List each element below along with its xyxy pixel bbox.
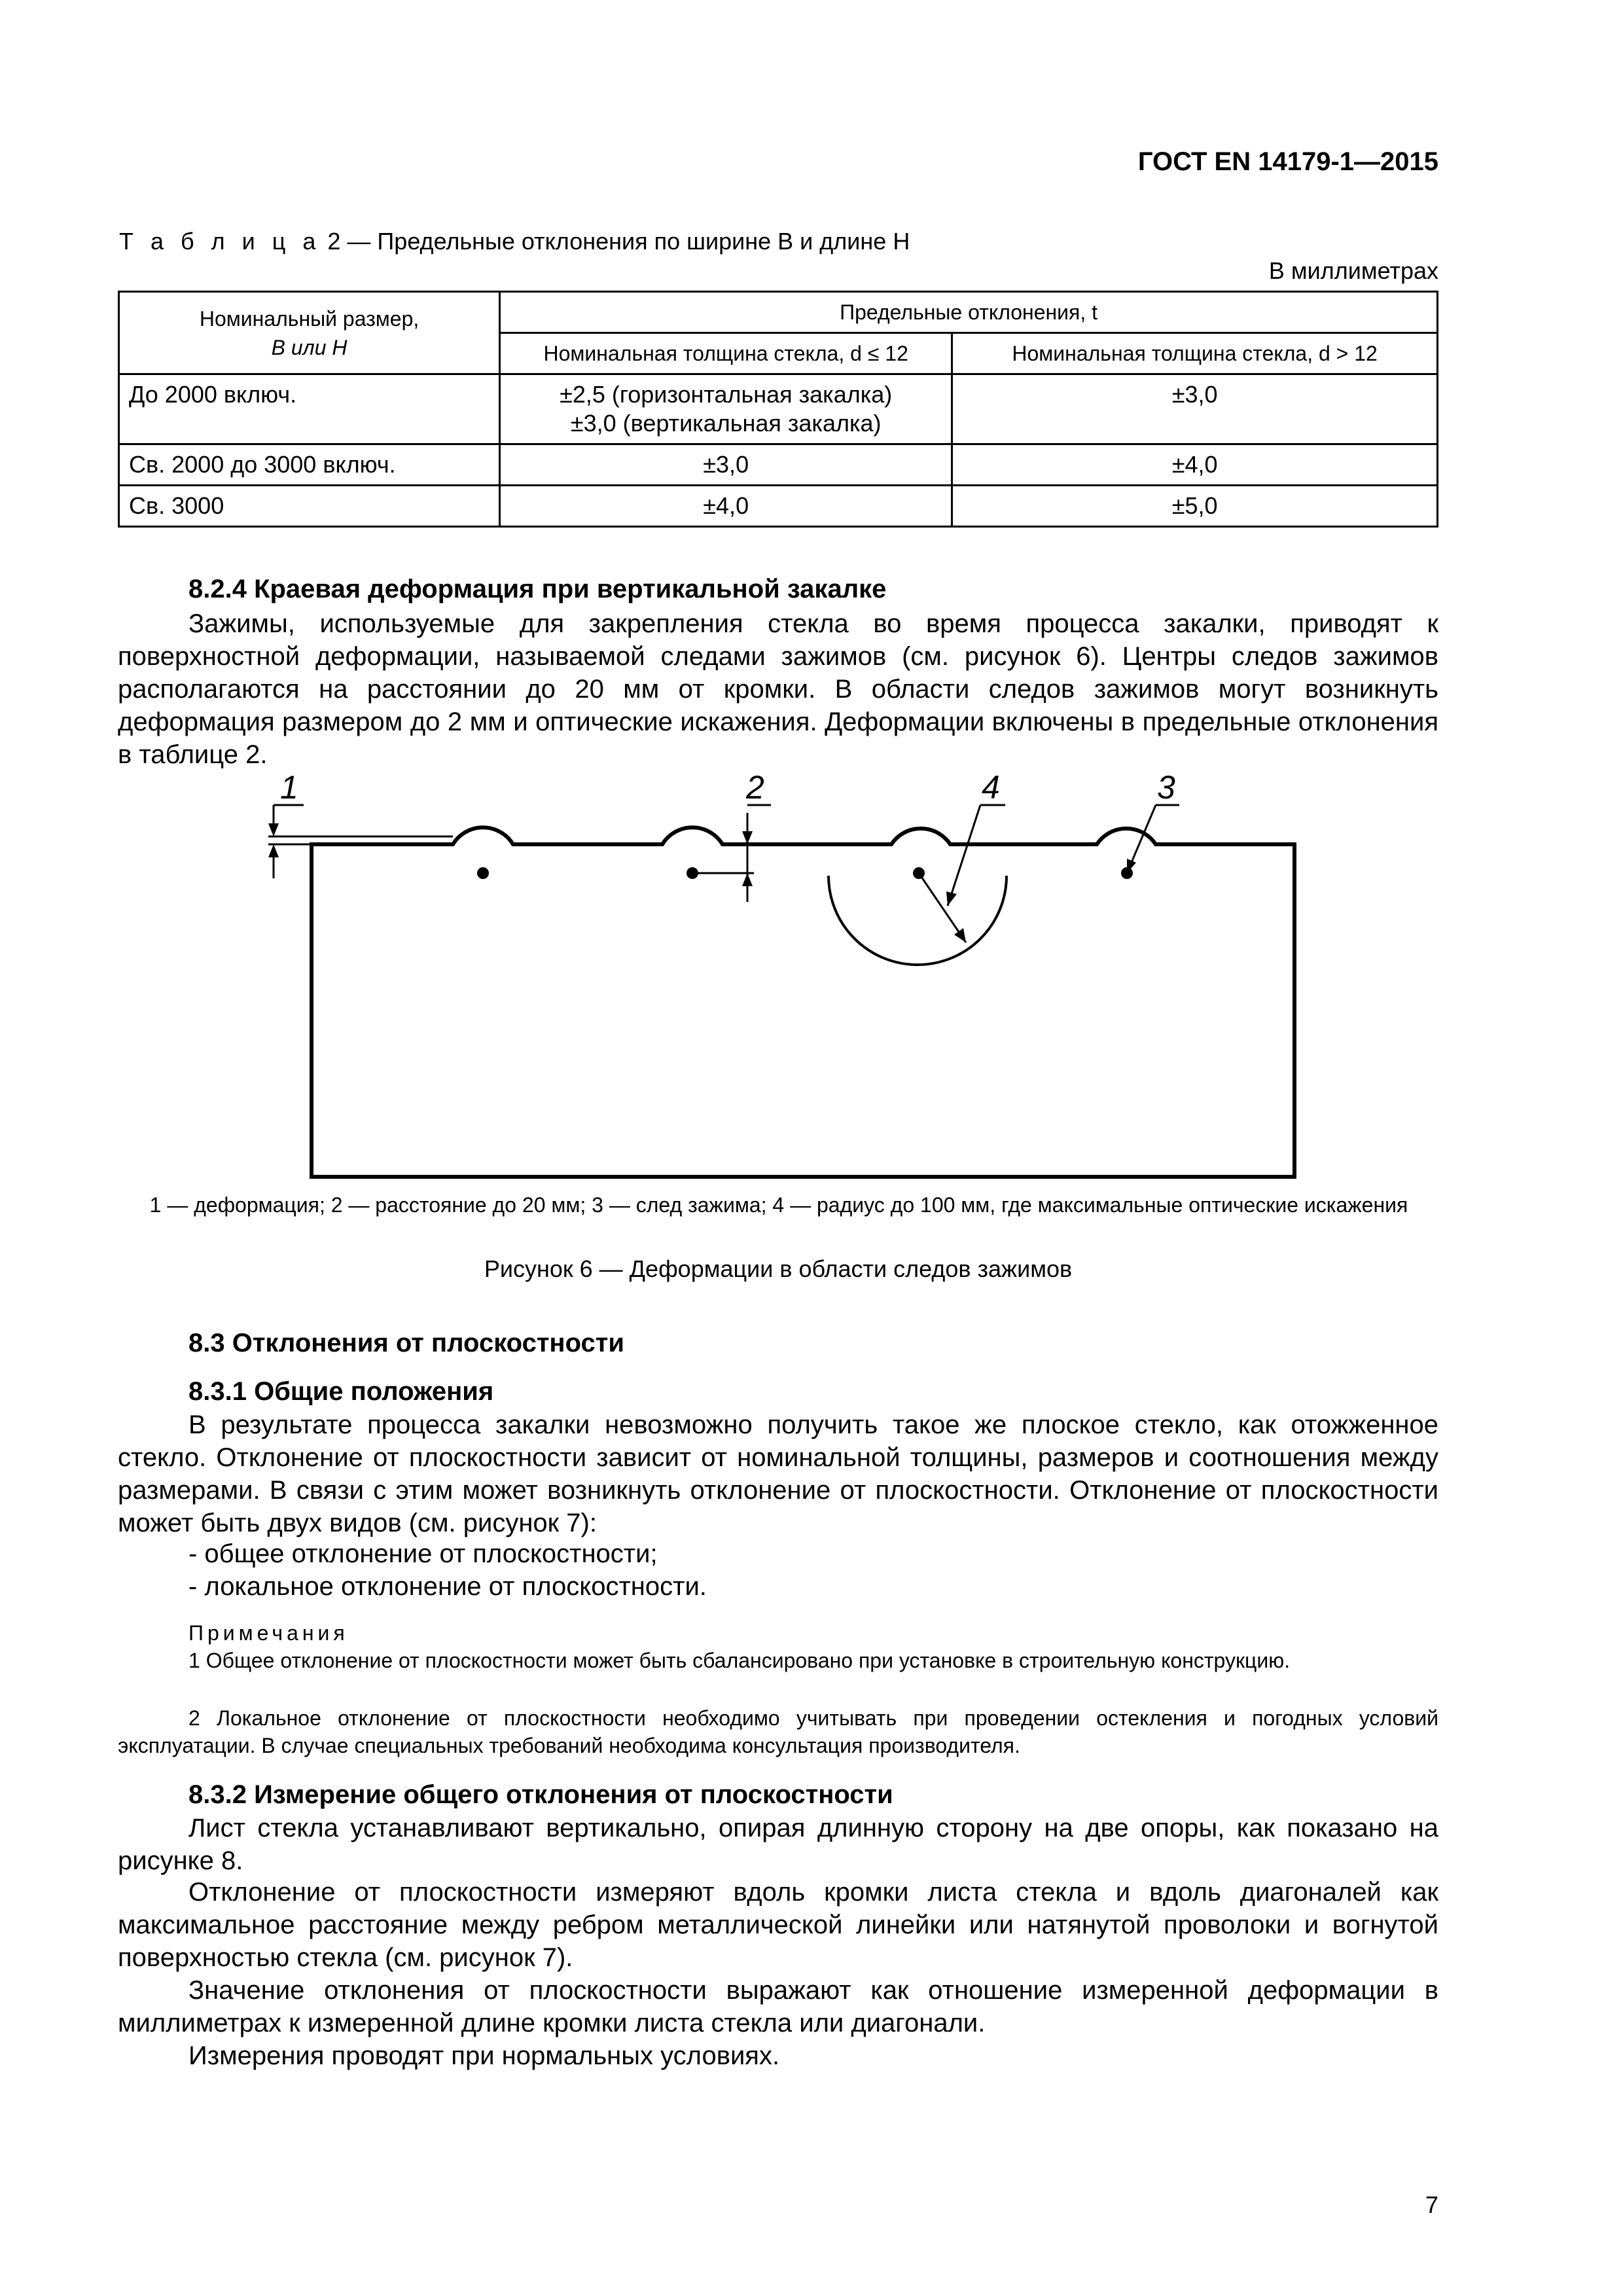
section-83-heading: 8.3 Отклонения от плоскостности [188, 1329, 624, 1357]
header-tolerance: Предельные отклонения, t [500, 292, 1438, 333]
arrow-head [946, 891, 957, 906]
section-832-p1: Лист стекла устанавливают вертикально, опирая длинную сторону на две опоры, как показано на рисунке 8. [118, 1814, 1438, 1875]
section-831-heading: 8.3.1 Общие положения [188, 1377, 494, 1406]
glass-sheet-outline [312, 827, 1294, 1177]
row-thin-value-line2: ±3,0 (вертикальная закалка) [570, 410, 882, 437]
callout-label-2: 2 [746, 769, 764, 806]
section-824-heading: 8.2.4 Краевая деформация при вертикальной закалке [188, 575, 887, 603]
row-thin-value: ±4,0 [500, 486, 952, 527]
row-thin-value-line1: ±2,5 (горизонтальная закалка) [560, 381, 893, 408]
row-thin-value: ±3,0 [500, 444, 952, 486]
radius-leader-line [948, 805, 980, 906]
figure-legend: 1 — деформация; 2 — расстояние до 20 мм; 3 — след зажима; 4 — радиус до 100 мм, где максимальные оптические искажения [149, 1193, 1408, 1217]
row-size: Св. 3000 [119, 486, 500, 527]
section-832-p2: Отклонение от плоскостности измеряют вдоль кромки листа стекла и вдоль диагоналей как максимальное расстояние между ребром металлической линейки или натянутой проволоки и вогнутой поверхностью стекла (см. рисунок 7). [118, 1878, 1438, 1972]
note-1: 1 Общее отклонение от плоскостности может быть сбалансировано при установке в строительную конструкцию. [188, 1649, 1291, 1672]
distortion-radius-arc [829, 876, 1007, 965]
bullet-item: - локальное отклонение от плоскостности. [188, 1572, 707, 1601]
section-824-text: Зажимы, используемые для закрепления стекла во время процесса закалки, приводят к поверхностной деформации, называемой следами зажимов (см. рисунок 6). Центры следов зажимов располагаются на расстоянии до 20 мм от кромки. В области следов зажимов могут возникнуть деформация размером до 2 мм и оптические искажения. Деформации включены в предельные отклонения в таблице 2. [118, 609, 1438, 769]
arrow-head [954, 928, 966, 942]
standard-header: ГОСТ EN 14179-1—2015 [1137, 147, 1438, 176]
note-2: 2 Локальное отклонение от плоскостности необходимо учитывать при проведении остекления и погодных условий эксплуатации. В случае специальных требований необходима консультация производителя. [118, 1706, 1438, 1757]
table-title-label: Т а б л и ц а [119, 228, 321, 255]
table-units: В миллиметрах [1268, 257, 1438, 284]
row-thick-value: ±4,0 [952, 444, 1438, 486]
callout-label-3: 3 [1157, 769, 1175, 806]
header-nominal-size-line1: Номинальный размер, [199, 306, 419, 331]
section-832-heading: 8.3.2 Измерение общего отклонения от плоскостности [188, 1780, 893, 1809]
row-size: Св. 2000 до 3000 включ. [119, 444, 500, 486]
section-832-p3: Значение отклонения от плоскостности выражают как отношение измеренной деформации в миллиметрах к измеренной длине кромки листа стекла или диагонали. [118, 1976, 1438, 2037]
arrow-head [742, 873, 753, 886]
header-nominal-size-line2: B или H [271, 335, 348, 359]
callout-label-4: 4 [982, 769, 1000, 806]
row-thick-value: ±5,0 [952, 486, 1438, 527]
row-size: До 2000 включ. [119, 374, 500, 444]
table-title-text: 2 — Предельные отклонения по ширине B и длине H [321, 228, 910, 255]
notes-title: Примечания [188, 1621, 349, 1645]
section-831-text: В результате процесса закалки невозможно получить такое же плоское стекло, как отожженное стекло. Отклонение от плоскостности зависит от номинальной толщины, размеров и соотношения между размерами. В связи с этим может возникнуть отклонение от плоскостности. Отклонение от плоскостности может быть двух видов (см. рисунок 7): [118, 1410, 1438, 1537]
row-thick-value: ±3,0 [952, 374, 1438, 444]
page-number: 7 [1425, 2191, 1438, 2218]
section-832-p4: Измерения проводят при нормальных условиях. [188, 2041, 780, 2070]
arrow-head [268, 823, 279, 836]
header-thick-glass: Номинальная толщина стекла, d > 12 [952, 333, 1438, 374]
arrow-head [268, 844, 279, 857]
header-thin-glass: Номинальная толщина стекла, d ≤ 12 [500, 333, 952, 374]
bullet-item: - общее отклонение от плоскостности; [188, 1539, 658, 1568]
figure-caption: Рисунок 6 — Деформации в области следов зажимов [484, 1255, 1073, 1282]
callout-label-1: 1 [280, 769, 298, 806]
clamp-mark-center [477, 867, 489, 879]
